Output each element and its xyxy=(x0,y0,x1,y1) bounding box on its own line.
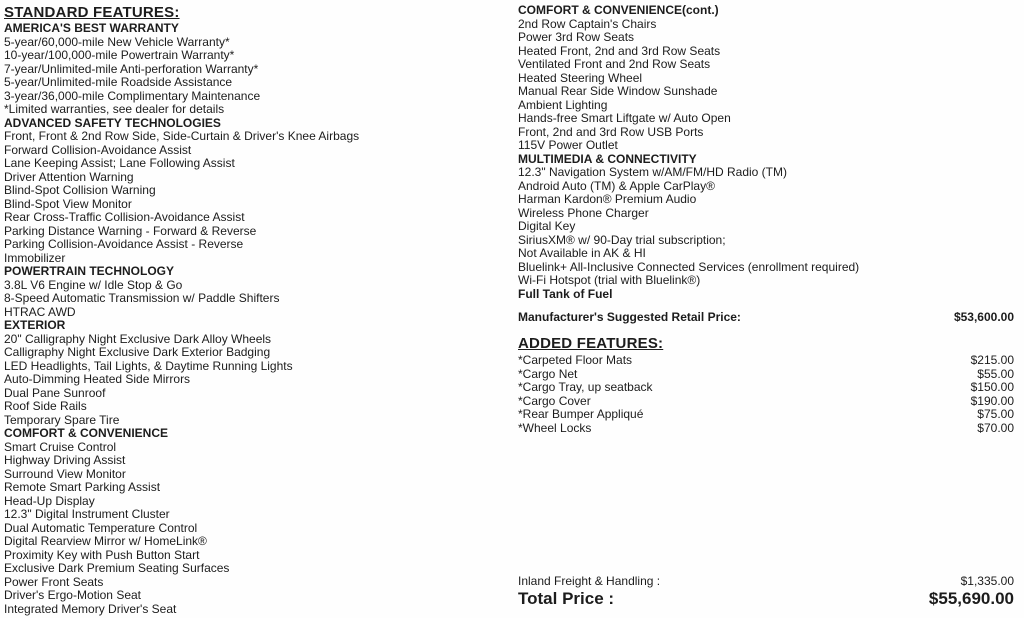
standard-features-right-list xyxy=(518,4,1014,301)
total-price-value: $55,690.00 xyxy=(928,589,1014,608)
added-feature-price: $55.00 xyxy=(977,366,1014,381)
feature-line: Not Available in AK & HI xyxy=(518,246,646,260)
feature-line: 5-year/Unlimited-mile Roadside Assistance xyxy=(4,75,233,89)
feature-line: Integrated Memory Driver's Seat xyxy=(4,601,177,616)
feature-line: ADVANCED SAFETY TECHNOLOGIES xyxy=(4,115,221,130)
feature-line: 20" Calligraphy Night Exclusive Dark Alloy Wheels xyxy=(4,331,272,346)
added-features-title: ADDED FEATURES: xyxy=(518,335,664,352)
added-feature-row xyxy=(518,354,1014,368)
feature-line: Remote Smart Parking Assist xyxy=(4,480,161,494)
feature-line: Blind-Spot Collision Warning xyxy=(4,183,156,197)
msrp-label: Manufacturer's Suggested Retail Price: xyxy=(518,310,741,324)
feature-line: MULTIMEDIA & CONNECTIVITY xyxy=(518,151,697,166)
feature-line: Blind-Spot View Monitor xyxy=(4,196,132,211)
feature-line: Power 3rd Row Seats xyxy=(518,30,635,44)
feature-line: Rear Cross-Traffic Collision-Avoidance Assist xyxy=(4,210,245,224)
feature-line: Hands-free Smart Liftgate w/ Auto Open xyxy=(518,111,731,125)
feature-line: Highway Driving Assist xyxy=(4,453,126,467)
totals-block xyxy=(518,574,1014,608)
feature-line: Driver's Ergo-Motion Seat xyxy=(4,588,142,602)
feature-line: Ambient Lighting xyxy=(518,97,608,112)
feature-line: Ventilated Front and 2nd Row Seats xyxy=(518,57,711,71)
feature-line: Head-Up Display xyxy=(4,493,95,508)
feature-line: SiriusXM® w/ 90-Day trial subscription; xyxy=(518,232,726,247)
feature-line: Front, 2nd and 3rd Row USB Ports xyxy=(518,124,704,139)
feature-line: Dual Automatic Temperature Control xyxy=(4,520,198,535)
feature-line: Harman Kardon® Premium Audio xyxy=(518,192,697,206)
added-feature-name: *Cargo Tray, up seatback xyxy=(518,380,653,394)
feature-line: Android Auto (TM) & Apple CarPlay® xyxy=(518,178,715,193)
feature-line: Immobilizer xyxy=(4,250,66,265)
feature-line: Parking Distance Warning - Forward & Reverse xyxy=(4,223,257,238)
feature-line: 8-Speed Automatic Transmission w/ Paddle Shifters xyxy=(4,291,280,305)
added-feature-name: *Cargo Cover xyxy=(518,393,591,408)
feature-line: Surround View Monitor xyxy=(4,466,126,481)
freight-label: Inland Freight & Handling : xyxy=(518,574,661,588)
feature-line: 12.3" Digital Instrument Cluster xyxy=(4,507,170,521)
feature-line: 5-year/60,000-mile New Vehicle Warranty* xyxy=(4,34,230,49)
added-feature-name: *Rear Bumper Appliqué xyxy=(518,407,644,421)
feature-line: 2nd Row Captain's Chairs xyxy=(518,16,657,31)
added-feature-price: $190.00 xyxy=(970,393,1014,408)
feature-line: Auto-Dimming Heated Side Mirrors xyxy=(4,372,191,386)
feature-line: COMFORT & CONVENIENCE(cont.) xyxy=(518,3,719,17)
feature-line: 7-year/Unlimited-mile Anti-perforation Warranty* xyxy=(4,61,259,76)
msrp-row xyxy=(518,310,1014,324)
total-price-label: Total Price : xyxy=(518,589,615,608)
added-feature-row xyxy=(518,422,1014,436)
feature-line: 12.3" Navigation System w/AM/FM/HD Radio (TM) xyxy=(518,165,787,179)
feature-line: Power Front Seats xyxy=(4,574,104,589)
feature-line: Front, Front & 2nd Row Side, Side-Curtain & Driver's Knee Airbags xyxy=(4,129,360,143)
feature-line: Digital Rearview Mirror w/ HomeLink® xyxy=(4,534,207,548)
feature-line: Exclusive Dark Premium Seating Surfaces xyxy=(4,561,230,575)
feature-line: Full Tank of Fuel xyxy=(518,286,613,301)
feature-line: Driver Attention Warning xyxy=(4,169,134,184)
added-feature-name: *Carpeted Floor Mats xyxy=(518,353,633,367)
added-feature-name: *Cargo Net xyxy=(518,366,578,381)
feature-line: Wireless Phone Charger xyxy=(518,205,649,220)
freight-value: $1,335.00 xyxy=(960,574,1014,588)
feature-line: HTRAC AWD xyxy=(4,304,76,319)
standard-features-title: STANDARD FEATURES: xyxy=(4,4,180,21)
feature-line: Digital Key xyxy=(518,219,576,233)
feature-line: 115V Power Outlet xyxy=(518,138,618,152)
feature-line: AMERICA'S BEST WARRANTY xyxy=(4,21,179,35)
feature-line: Proximity Key with Push Button Start xyxy=(4,547,200,562)
feature-line: Lane Keeping Assist; Lane Following Assist xyxy=(4,156,235,170)
added-feature-row xyxy=(518,368,1014,382)
feature-line: Dual Pane Sunroof xyxy=(4,385,106,400)
feature-line: Smart Cruise Control xyxy=(4,439,117,454)
feature-line: Heated Steering Wheel xyxy=(518,70,643,85)
freight-row xyxy=(518,574,1014,588)
added-feature-row xyxy=(518,395,1014,409)
feature-line: Roof Side Rails xyxy=(4,399,87,413)
added-feature-price: $150.00 xyxy=(970,380,1014,394)
right-column xyxy=(518,4,1014,435)
feature-line: 10-year/100,000-mile Powertrain Warranty* xyxy=(4,48,235,62)
total-price-row xyxy=(518,589,1014,608)
feature-line: *Limited warranties, see dealer for details xyxy=(4,102,225,116)
added-feature-price: $70.00 xyxy=(977,420,1014,435)
added-feature-row xyxy=(518,381,1014,395)
added-feature-name: *Wheel Locks xyxy=(518,420,592,435)
feature-line: 3-year/36,000-mile Complimentary Maintenance xyxy=(4,88,261,103)
feature-line: 3.8L V6 Engine w/ Idle Stop & Go xyxy=(4,277,183,292)
feature-line: Calligraphy Night Exclusive Dark Exterior Badging xyxy=(4,345,271,359)
feature-line: Wi-Fi Hotspot (trial with Bluelink®) xyxy=(518,273,701,287)
added-feature-price: $75.00 xyxy=(977,407,1014,421)
feature-line: Temporary Spare Tire xyxy=(4,412,120,427)
feature-line: Forward Collision-Avoidance Assist xyxy=(4,142,192,157)
standard-features-left-column xyxy=(4,4,509,616)
feature-line: Parking Collision-Avoidance Assist - Reverse xyxy=(4,237,244,251)
added-feature-price: $215.00 xyxy=(970,353,1014,367)
feature-line: Manual Rear Side Window Sunshade xyxy=(518,84,718,98)
feature-line: Heated Front, 2nd and 3rd Row Seats xyxy=(518,43,721,58)
feature-line: COMFORT & CONVENIENCE xyxy=(4,426,169,440)
feature-line: EXTERIOR xyxy=(4,318,66,332)
added-features-list xyxy=(518,354,1014,435)
feature-line: LED Headlights, Tail Lights, & Daytime Running Lights xyxy=(4,358,293,373)
feature-line: POWERTRAIN TECHNOLOGY xyxy=(4,264,174,278)
added-feature-row xyxy=(518,408,1014,422)
msrp-value: $53,600.00 xyxy=(953,310,1014,324)
standard-features-left-list xyxy=(4,22,509,616)
feature-line: Bluelink+ All-Inclusive Connected Services (enrollment required) xyxy=(518,259,860,274)
